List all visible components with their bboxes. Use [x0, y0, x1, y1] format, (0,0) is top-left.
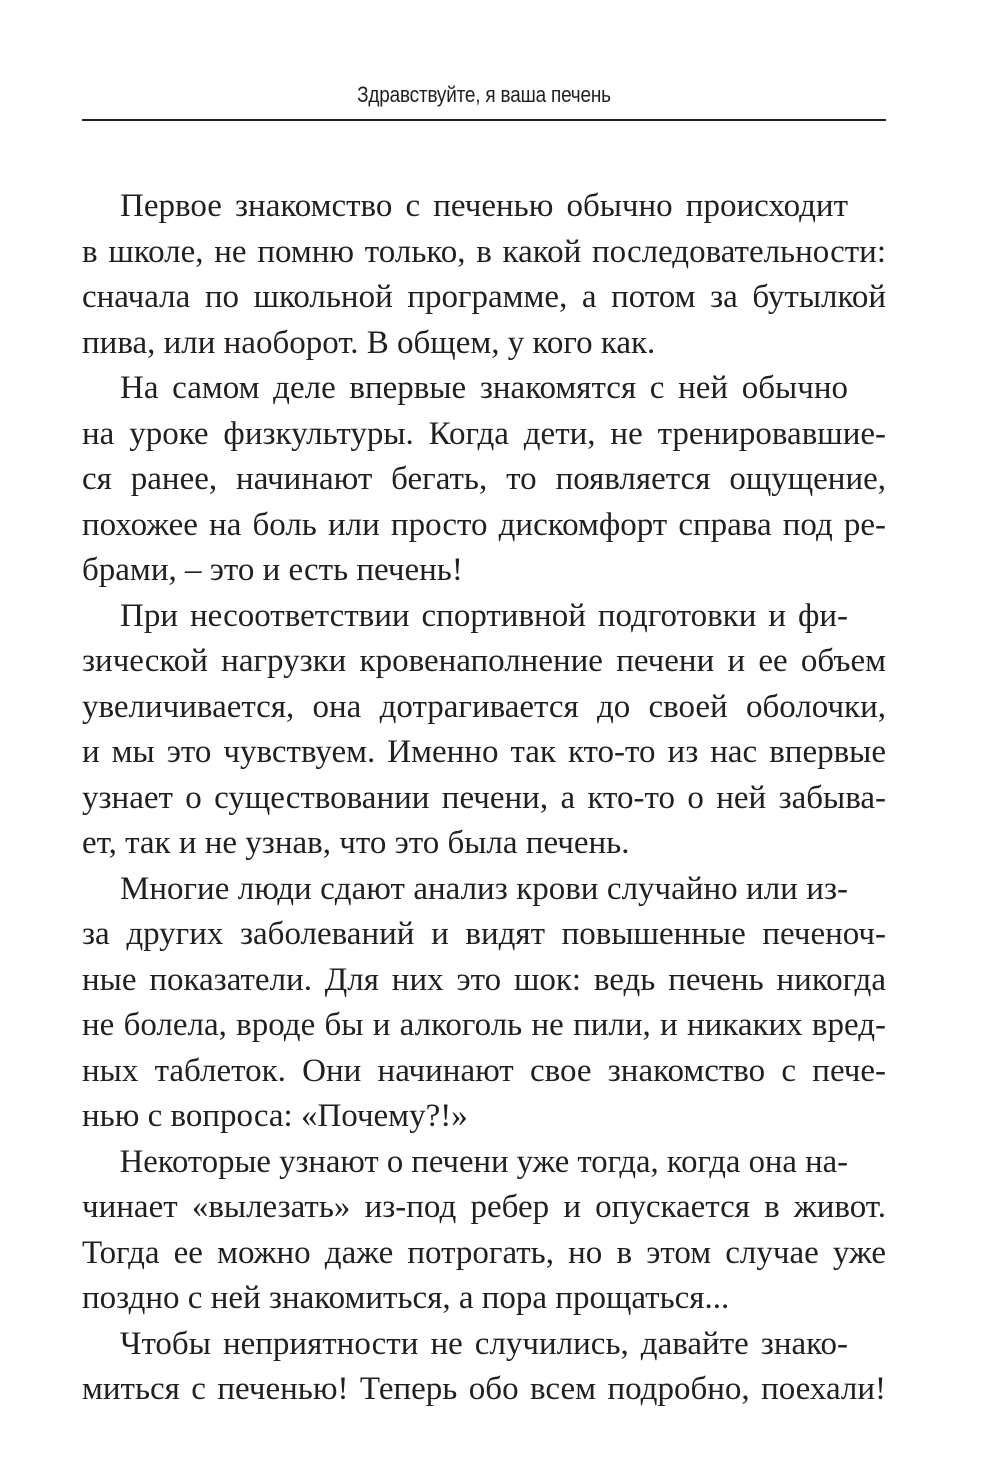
paragraph — [82, 867, 886, 1140]
text-line: брами, – это и есть печень! — [82, 552, 463, 588]
text-line: увеличивается, она дотрагивается до своей оболочки, — [82, 688, 886, 725]
text-line: в школе, не помню только, в какой последовательности: — [82, 233, 886, 270]
text-line: При несоответствии спортивной подготовки и фи- — [120, 597, 848, 634]
text-line: ся ранее, начинают бегать, то появляется ощущение, — [82, 461, 886, 497]
running-head-rule — [82, 119, 886, 121]
text-line: узнает о существовании печени, а кто-то о ней забыва- — [82, 779, 886, 816]
paragraph — [82, 1140, 886, 1322]
text-line: похожее на боль или просто дискомфорт справа под ре- — [82, 506, 886, 543]
text-line: Тогда ее можно даже потрогать, но в этом случае уже — [82, 1234, 886, 1271]
text-line: сначала по школьной программе, а потом за бутылкой — [82, 279, 886, 315]
text-line: ные показатели. Для них это шок: ведь печень никогда — [82, 961, 886, 998]
text-line: чинает «вылезать» из-под ребер и опускается в живот. — [82, 1189, 886, 1225]
text-line: Чтобы неприятности не случились, давайте знако- — [120, 1325, 848, 1362]
text-line: ет, так и не узнав, что это была печень. — [82, 825, 630, 861]
text-line: поздно с ней знакомиться, а пора прощаться... — [82, 1280, 730, 1316]
text-line: за других заболеваний и видят повышенные печеноч- — [82, 916, 886, 952]
text-line: нью с вопроса: «Почему?!» — [82, 1098, 468, 1134]
paragraph — [82, 184, 886, 366]
text-line: На самом деле впервые знакомятся с ней обычно — [120, 370, 848, 406]
text-line: не болела, вроде бы и алкоголь не пили, и никаких вред- — [82, 1007, 886, 1043]
paragraph — [82, 366, 886, 594]
text-line: Первое знакомство с печенью обычно происходит — [120, 188, 848, 224]
text-line: ных таблеток. Они начинают свое знакомство с пече- — [82, 1052, 886, 1089]
body-text — [82, 184, 886, 1413]
running-head: Здравствуйте, я ваша печень — [357, 82, 611, 107]
text-line: и мы это чувствуем. Именно так кто-то из нас впервые — [82, 734, 886, 770]
text-line: пива, или наоборот. В общем, у кого как. — [82, 324, 656, 361]
text-line: Многие люди сдают анализ крови случайно или из- — [120, 870, 848, 907]
text-line: зической нагрузки кровенаполнение печени и ее объем — [82, 643, 886, 679]
paragraph — [82, 1322, 886, 1413]
text-line: Некоторые узнают о печени уже тогда, когда она на- — [119, 1143, 848, 1180]
text-line: на уроке физкультуры. Когда дети, не тренировавшие- — [82, 415, 886, 452]
text-line: миться с печенью! Теперь обо всем подробно, поехали! — [82, 1371, 886, 1407]
paragraph — [82, 594, 886, 867]
